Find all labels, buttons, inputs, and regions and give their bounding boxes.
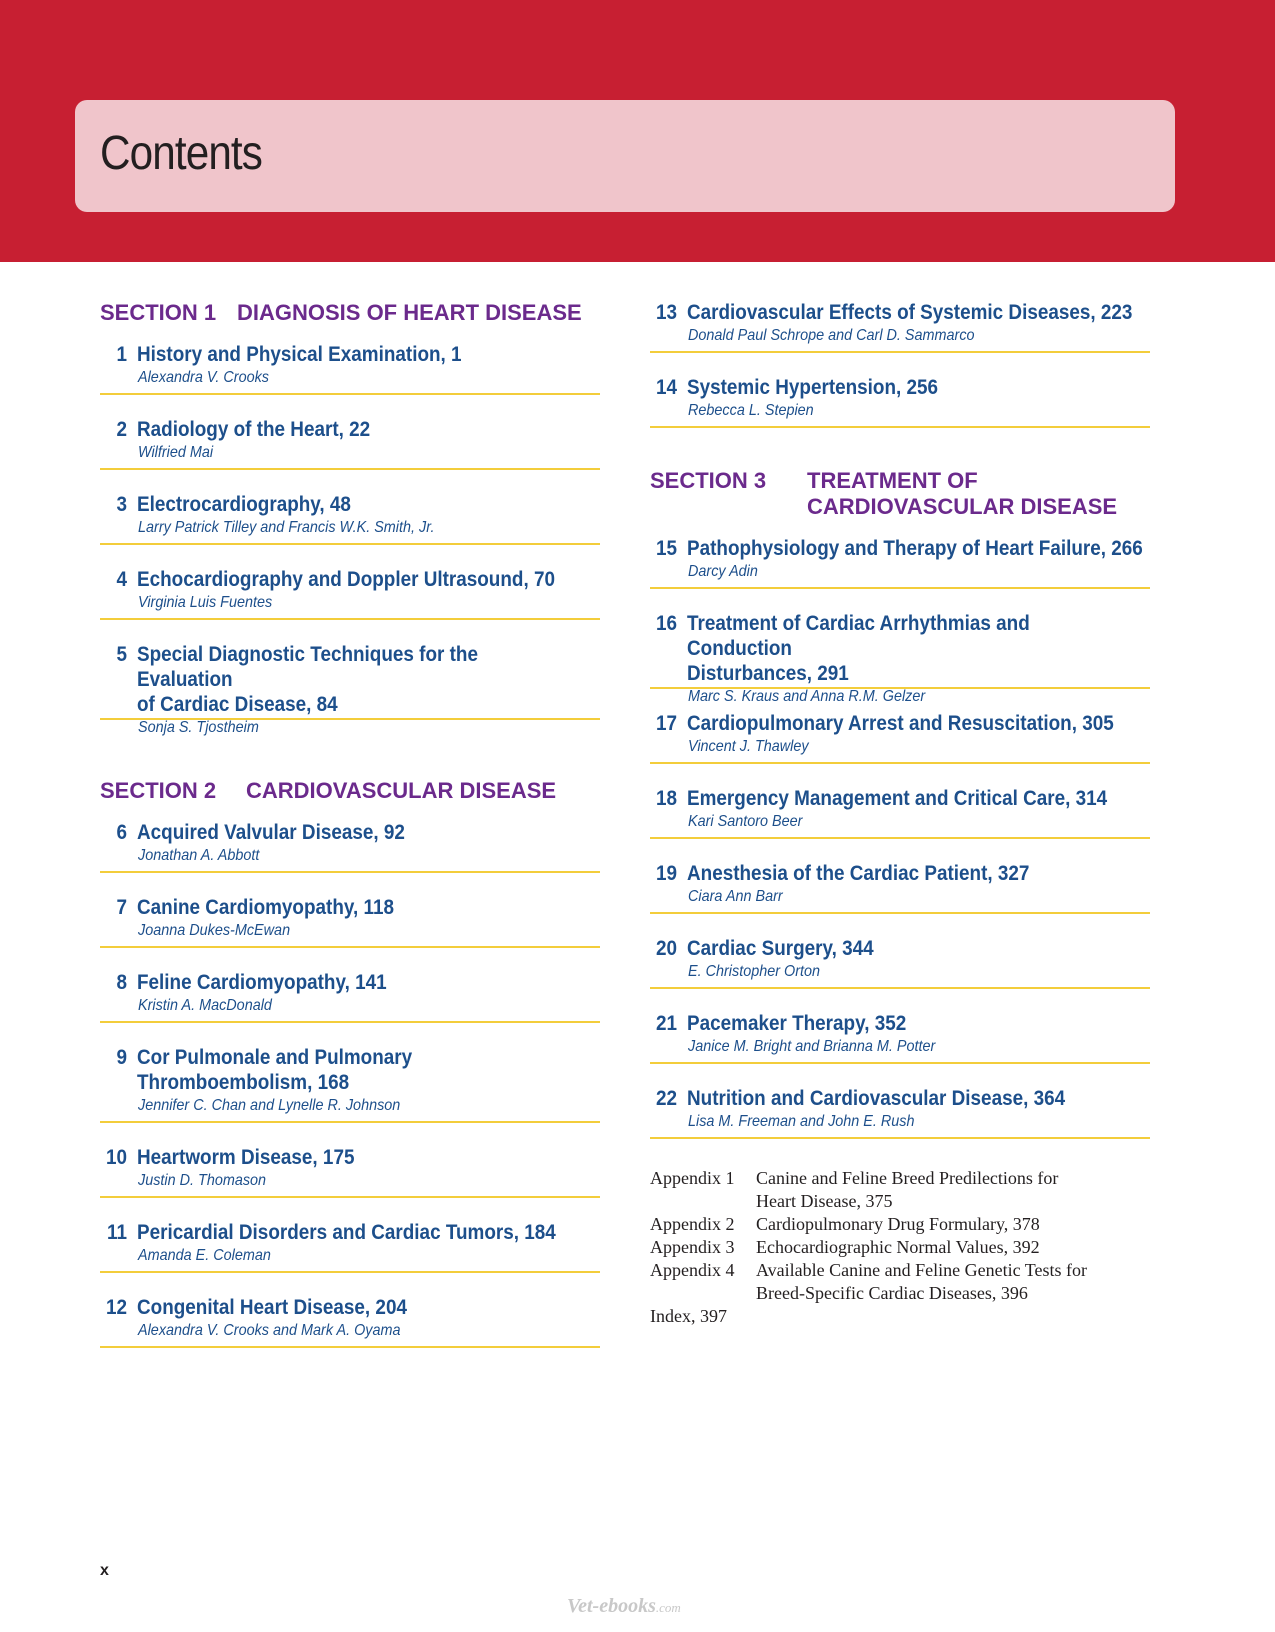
chapter-number: 7 <box>116 896 127 919</box>
chapter-title[interactable]: Anesthesia of the Cardiac Patient, 327 <box>687 862 1030 885</box>
chapter-authors: Virginia Luis Fuentes <box>138 594 273 611</box>
chapter-entry[interactable] <box>650 611 1150 705</box>
appendix-item[interactable] <box>650 1236 1150 1259</box>
chapter-authors: Lisa M. Freeman and John E. Rush <box>688 1113 915 1130</box>
chapter-title[interactable]: Echocardiography and Doppler Ultrasound, 70 <box>137 568 555 591</box>
chapter-number: 13 <box>655 301 677 324</box>
appendix-item[interactable] <box>650 1213 1150 1236</box>
chapter-entry[interactable] <box>650 1011 1150 1064</box>
section-3-heading <box>650 468 1150 520</box>
chapter-title[interactable]: Pathophysiology and Therapy of Heart Failure, 266 <box>687 537 1143 560</box>
chapter-title[interactable]: Heartworm Disease, 175 <box>137 1146 355 1169</box>
chapter-title[interactable]: Cardiovascular Effects of Systemic Diseases, 223 <box>687 301 1133 324</box>
chapter-title[interactable]: Radiology of the Heart, 22 <box>137 418 371 441</box>
chapter-number: 2 <box>116 418 127 441</box>
chapter-number: 8 <box>116 971 127 994</box>
chapter-title[interactable]: Emergency Management and Critical Care, 314 <box>687 787 1108 810</box>
chapter-number: 6 <box>116 821 127 844</box>
chapter-number: 19 <box>655 862 677 885</box>
chapter-authors: Amanda E. Coleman <box>138 1247 271 1264</box>
chapter-entry[interactable] <box>100 417 600 470</box>
chapter-number: 5 <box>116 643 127 666</box>
index-entry[interactable]: Index, 397 <box>650 1306 727 1326</box>
chapter-title[interactable]: Special Diagnostic Techniques for the Evaluation of Cardiac Disease, 84 <box>137 643 478 716</box>
chapter-authors: Donald Paul Schrope and Carl D. Sammarco <box>688 327 975 344</box>
section-number: SECTION 1 <box>100 300 217 325</box>
watermark-logo <box>567 1595 681 1618</box>
watermark-suffix: .com <box>655 1600 681 1615</box>
left-column <box>100 300 600 1348</box>
chapter-title[interactable]: Pacemaker Therapy, 352 <box>687 1012 907 1035</box>
header-banner <box>0 0 1275 262</box>
chapter-entry[interactable] <box>650 536 1150 589</box>
chapter-authors: Kari Santoro Beer <box>688 813 803 830</box>
chapter-authors: Larry Patrick Tilley and Francis W.K. Smith, Jr. <box>138 519 435 536</box>
watermark-main: Vet-ebooks <box>567 1595 656 1617</box>
chapter-title[interactable]: Cardiopulmonary Arrest and Resuscitation, 305 <box>687 712 1114 735</box>
section-number: SECTION 2 <box>100 778 217 803</box>
chapter-title[interactable]: Canine Cardiomyopathy, 118 <box>137 896 394 919</box>
chapter-number: 22 <box>655 1087 677 1110</box>
chapter-entry[interactable] <box>100 1220 600 1273</box>
chapter-title[interactable]: Systemic Hypertension, 256 <box>687 376 939 399</box>
appendix-label: Appendix 4 <box>650 1260 735 1280</box>
chapter-entry[interactable] <box>100 970 600 1023</box>
chapter-entry[interactable] <box>100 342 600 395</box>
chapter-authors: Jennifer C. Chan and Lynelle R. Johnson <box>138 1097 401 1114</box>
chapter-authors: Kristin A. MacDonald <box>138 997 272 1014</box>
section-number: SECTION 3 <box>650 468 767 493</box>
chapter-entry[interactable] <box>650 711 1150 764</box>
chapter-entry[interactable] <box>100 492 600 545</box>
chapter-authors: Rebecca L. Stepien <box>688 402 814 419</box>
chapter-number: 20 <box>655 937 677 960</box>
right-column <box>650 300 1150 1328</box>
chapter-number: 1 <box>116 343 127 366</box>
appendix-label: Appendix 2 <box>650 1214 735 1234</box>
chapter-title[interactable]: History and Physical Examination, 1 <box>137 343 462 366</box>
section-title: DIAGNOSIS OF HEART DISEASE <box>237 300 582 325</box>
section-title: CARDIOVASCULAR DISEASE <box>246 778 557 803</box>
chapter-entry[interactable] <box>650 936 1150 989</box>
chapter-entry[interactable] <box>650 861 1150 914</box>
chapter-entry[interactable] <box>100 1145 600 1198</box>
chapter-number: 12 <box>105 1296 127 1319</box>
page-number: x <box>100 1562 109 1579</box>
chapter-authors: Wilfried Mai <box>138 444 214 461</box>
chapter-entry[interactable] <box>100 1295 600 1348</box>
chapter-number: 21 <box>655 1012 677 1035</box>
chapter-number: 14 <box>655 376 677 399</box>
chapter-number: 9 <box>116 1046 127 1069</box>
chapter-authors: Sonja S. Tjostheim <box>138 719 259 736</box>
appendix-item[interactable] <box>650 1259 1150 1305</box>
chapter-authors: Marc S. Kraus and Anna R.M. Gelzer <box>688 688 926 705</box>
chapter-entry[interactable] <box>650 786 1150 839</box>
chapter-number: 17 <box>655 712 677 735</box>
chapter-authors: Vincent J. Thawley <box>688 738 809 755</box>
chapter-title[interactable]: Feline Cardiomyopathy, 141 <box>137 971 387 994</box>
chapter-number: 15 <box>655 537 677 560</box>
appendix-item[interactable] <box>650 1167 1150 1213</box>
chapter-number: 11 <box>107 1221 127 1244</box>
section-1-heading <box>100 300 600 326</box>
chapter-title[interactable]: Treatment of Cardiac Arrhythmias and Conduction Disturbances, 291 <box>687 612 1030 685</box>
chapter-entry[interactable] <box>100 820 600 873</box>
chapter-number: 4 <box>116 568 127 591</box>
title-box <box>75 100 1175 212</box>
appendix-label: Appendix 3 <box>650 1237 735 1257</box>
chapter-authors: E. Christopher Orton <box>688 963 821 980</box>
chapter-entry[interactable] <box>100 642 600 736</box>
page-title: Contents <box>100 127 263 180</box>
section-2-heading <box>100 778 600 804</box>
appendix-list <box>650 1167 1150 1328</box>
appendix-title[interactable]: Available Canine and Feline Genetic Tests for Breed-Specific Cardiac Diseases, 396 <box>756 1260 1087 1303</box>
appendix-label: Appendix 1 <box>650 1168 735 1188</box>
chapter-entry[interactable] <box>650 1086 1150 1139</box>
chapter-title[interactable]: Acquired Valvular Disease, 92 <box>137 821 405 844</box>
chapter-number: 16 <box>655 612 677 635</box>
appendix-title[interactable]: Echocardiographic Normal Values, 392 <box>756 1237 1040 1257</box>
chapter-title[interactable]: Pericardial Disorders and Cardiac Tumors, 184 <box>137 1221 556 1244</box>
chapter-number: 10 <box>105 1146 127 1169</box>
chapter-authors: Jonathan A. Abbott <box>138 847 260 864</box>
chapter-authors: Justin D. Thomason <box>138 1172 267 1189</box>
appendix-title[interactable]: Cardiopulmonary Drug Formulary, 378 <box>756 1214 1040 1234</box>
chapter-authors: Janice M. Bright and Brianna M. Potter <box>688 1038 936 1055</box>
chapter-authors: Ciara Ann Barr <box>688 888 783 905</box>
chapter-title[interactable]: Nutrition and Cardiovascular Disease, 364 <box>687 1087 1066 1110</box>
chapter-title[interactable]: Cor Pulmonale and Pulmonary Thromboembolism, 168 <box>137 1046 413 1094</box>
chapter-authors: Joanna Dukes-McEwan <box>138 922 291 939</box>
chapter-title[interactable]: Congenital Heart Disease, 204 <box>137 1296 407 1319</box>
chapter-number: 3 <box>116 493 127 516</box>
chapter-authors: Alexandra V. Crooks and Mark A. Oyama <box>138 1322 401 1339</box>
chapter-entry[interactable] <box>100 895 600 948</box>
chapter-entry[interactable] <box>650 300 1150 353</box>
section-title: TREATMENT OF CARDIOVASCULAR DISEASE <box>807 468 1118 519</box>
chapter-entry[interactable] <box>100 567 600 620</box>
chapter-entry[interactable] <box>650 375 1150 428</box>
chapter-number: 18 <box>655 787 677 810</box>
chapter-title[interactable]: Cardiac Surgery, 344 <box>687 937 874 960</box>
chapter-authors: Darcy Adin <box>688 563 758 580</box>
chapter-entry[interactable] <box>100 1045 600 1123</box>
chapter-title[interactable]: Electrocardiography, 48 <box>137 493 351 516</box>
appendix-title[interactable]: Canine and Feline Breed Predilections for Heart Disease, 375 <box>756 1168 1059 1211</box>
chapter-authors: Alexandra V. Crooks <box>138 369 269 386</box>
